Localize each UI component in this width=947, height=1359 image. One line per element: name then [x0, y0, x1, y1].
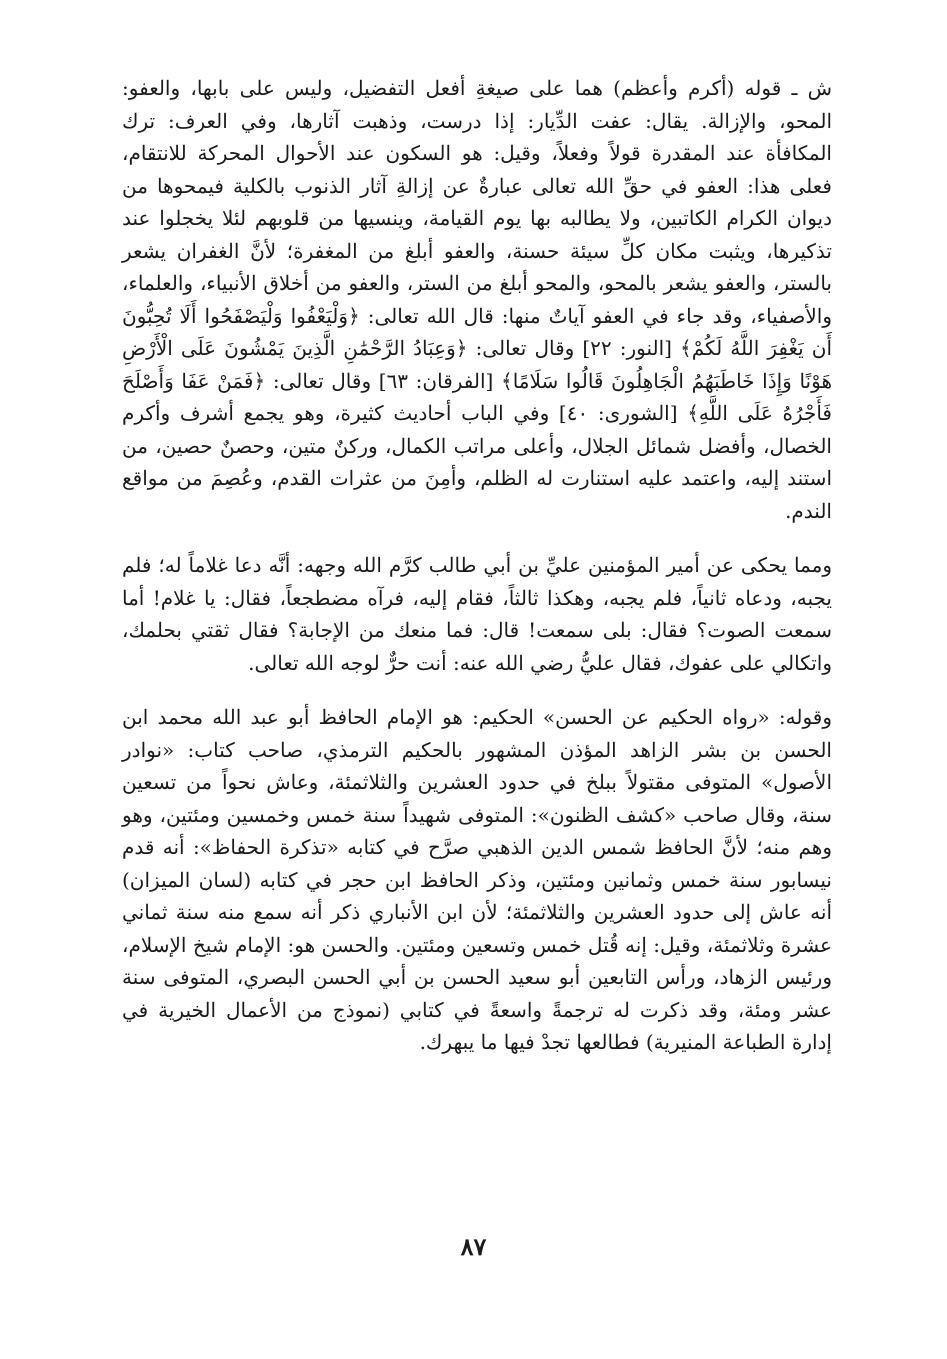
paragraph-hakim-biography: وقوله: «رواه الحكيم عن الحسن» الحكيم: هو الإمام الحافظ أبو عبد الله محمد ابن الحسن بن بشر الزاهد المؤذن المشهور بالحكيم الترمذي، صاحب كتاب: «نوادر الأصول» المتوفى مقتولاً ببلخ في حدود العشرين والثلاثمئة، وعاش نحواً من تسعين سنة، وقال صاحب «كشف الظنون»: المتوفى شهيداً سنة خمس وخمسين ومئتين، وهو وهم منه؛ لأنَّ الحافظ شمس الدين الذهبي صرَّح في كتابه «تذكرة الحفاظ»: أنه قدم نيسابور سنة خمس وثمانين ومئتين، وذكر الحافظ ابن حجر في كتابه (لسان الميزان) أنه عاش إلى حدود العشرين والثلاثمئة؛ لأن ابن الأنباري ذكر أنه سمع منه سنة ثماني عشرة وثلاثمئة، وقيل: إنه قُتل خمس وتسعين ومئتين. والحسن هو: الإمام شيخ الإسلام، ورئيس الزهاد، ورأس التابعين أبو سعيد الحسن بن أبي الحسن البصري، المتوفى سنة عشر ومئة، وقد ذكرت له ترجمةً واسعةً في كتابي (نموذج من الأعمال الخيرية في إدارة الطباعة المنيرية) فطالعها تجدْ فيها ما يبهرك. — [122, 705, 833, 1054]
paragraph-commentary-forgiveness: ش ـ قوله (أكرم وأعظم) هما على صيغةِ أفعل التفضيل، وليس على بابها، والعفو: المحو، والإزالة. يقال: عفت الدِّيار: إذا درست، وذهبت آثارها، وفي العرف: ترك المكافأة عند المقدرة قولاً وفعلاً، وقيل: هو السكون عند الأحوال المحركة للانتقام، فعلى هذا: العفو في حقِّ الله تعالى عبارةٌ عن إزالةِ آثار الذنوب بالكلية فيمحوها من ديوان الكرام الكاتبين، ولا يطالبه بها يوم القيامة، وينسيها من قلوبهم لئلا يخجلوا عند تذكيرها، ويثبت مكان كلِّ سيئة حسنة، والعفو أبلغ من المغفرة؛ لأنَّ الغفران يشعر بالستر، والعفو يشعر بالمحو، والمحو أبلغ من الستر، والعفو من أخلاق الأنبياء، والعلماء، والأصفياء، وقد جاء في العفو آياتٌ منها: قال الله تعالى: ﴿وَلْيَعْفُوا وَلْيَصْفَحُوا أَلَا تُحِبُّونَ أَن يَغْفِرَ اللَّهُ لَكُمْ﴾ [النور: ٢٢] وقال تعالى: ﴿وَعِبَادُ الرَّحْمَٰنِ الَّذِينَ يَمْشُونَ عَلَى الْأَرْضِ هَوْنًا وَإِذَا خَاطَبَهُمُ الْجَاهِلُونَ قَالُوا سَلَامًا﴾ [الفرقان: ٦٣] وقال تعالى: ﴿فَمَنْ عَفَا وَأَصْلَحَ فَأَجْرُهُ عَلَى اللَّهِ﴾ [الشورى: ٤٠] وفي الباب أحاديث كثيرة، وهو يجمع أشرف وأكرم الخصال، وأفضل شمائل الجلال، وأعلى مراتب الكمال، وركنٌ متين، وحصنٌ حصين، من استند إليه، واعتمد عليه استنارت له الظلم، وأمِنَ من عثرات القدم، وعُصِمَ من مواقع الندم. — [122, 76, 833, 523]
page-body — [122, 72, 832, 1059]
page-number: ٨٧ — [460, 1232, 487, 1261]
paragraph-story-ali: ومما يحكى عن أمير المؤمنين عليِّ بن أبي طالب كرَّم الله وجهه: أنَّه دعا غلاماً له؛ فلم يجبه، ودعاه ثانياً، فلم يجبه، وهكذا ثالثاً، فقام إليه، فرآه مضطجعاً، فقال: يا غلام! أما سمعت الصوت؟ فقال: بلى سمعت! قال: فما منعك من الإجابة؟ فقال ثقتي بحلمك، واتكالي على عفوك، فقال عليُّ رضي الله عنه: أنت حرٌّ لوجه الله تعالى. — [122, 553, 832, 675]
